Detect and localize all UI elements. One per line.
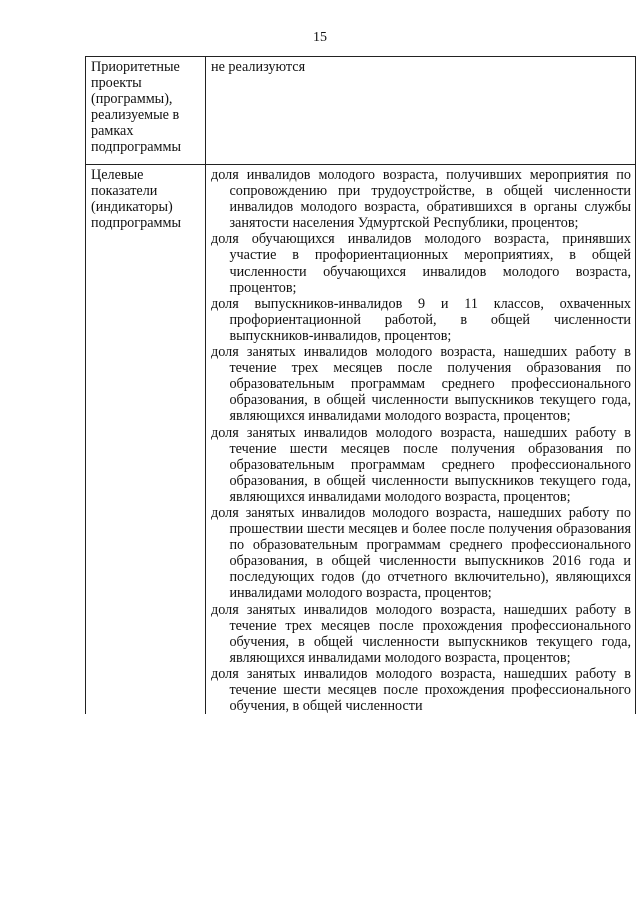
indicator-item: доля выпускников-инвалидов 9 и 11 классов, охваченных профориентационной работой, в общей численности выпускников-инвалидов, процентов; [211,295,631,344]
indicator-item: доля обучающихся инвалидов молодого возраста, принявших участие в профориентационных мероприятиях, в общей численности обучающихся инвалидов молодого возраста, процентов; [211,231,631,296]
row-label-priority-projects: Приоритетные проекты (программы), реализуемые в рамках подпрограммы [86,57,206,165]
page-number: 15 [313,30,327,45]
row-label-target-indicators: Целевые показатели (индикаторы) подпрограммы [86,165,206,715]
subprogram-passport-table [85,56,636,714]
row-value-priority-projects: не реализуются [206,57,636,165]
indicator-item: доля инвалидов молодого возраста, получивших мероприятия по сопровождению при трудоустройстве, в общей численности инвалидов молодого возраста, обратившихся в органы службы занятости населения Удмуртской Республики, процентов; [211,167,631,232]
row-value-target-indicators [206,165,636,715]
indicator-item: доля занятых инвалидов молодого возраста, нашедших работу в течение трех месяцев после прохождения профессионального обучения, в общей численности выпускников текущего года, являющихся инвалидами молодого возраста, процентов; [211,601,631,666]
indicator-item: доля занятых инвалидов молодого возраста, нашедших работу в течение трех месяцев после получения образования по образовательным программам среднего профессионального образования, в общей численности выпускников текущего года, являющихся инвалидами молодого возраста, процентов; [211,344,631,425]
indicator-item: доля занятых инвалидов молодого возраста, нашедших работу в течение шести месяцев после прохождения профессионального обучения, в общей численности [211,665,631,715]
table-row [86,165,636,715]
table-row [86,57,636,165]
indicator-item: доля занятых инвалидов молодого возраста, нашедших работу в течение шести месяцев после получения образования по образовательным программам среднего профессионального образования, в общей численности выпускников текущего года, являющихся инвалидами молодого возраста, процентов; [211,424,631,505]
indicator-item: доля занятых инвалидов молодого возраста, нашедших работу по прошествии шести месяцев и более после получения образования по образовательным программам среднего профессионального образования, в общей численности выпускников 2016 года и последующих годов (до отчетного включительно), являющихся инвалидами молодого возраста, процентов; [211,504,631,602]
